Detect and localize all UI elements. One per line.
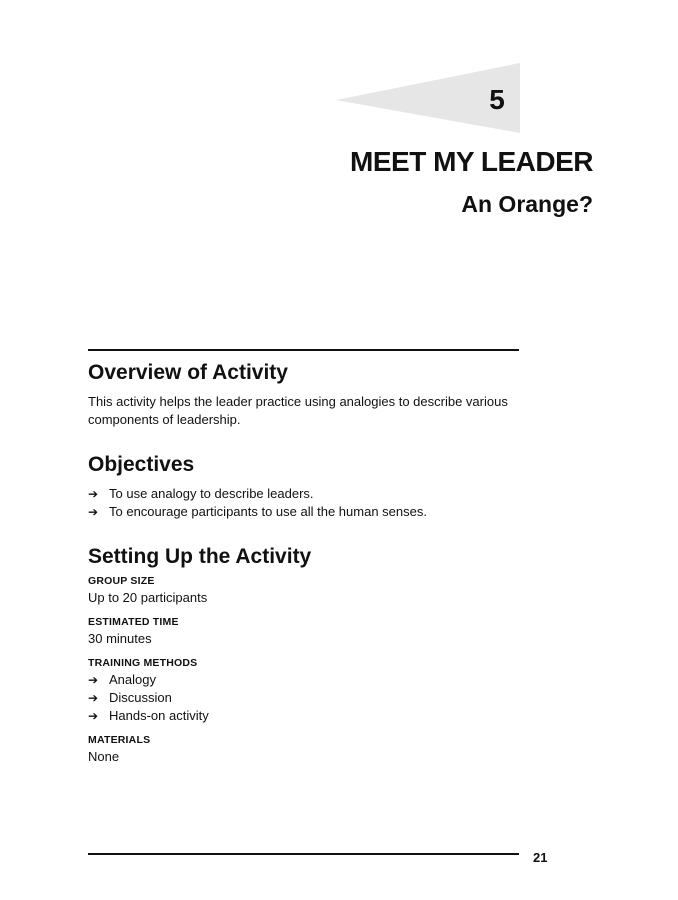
arrow-right-icon: ➔ [88,709,99,723]
materials-value: None [88,749,120,764]
objective-text: To encourage participants to use all the human senses. [109,504,427,519]
page-number: 21 [533,850,548,865]
top-divider [88,349,519,351]
materials-label: MATERIALS [88,734,151,746]
training-method-text: Hands-on activity [109,708,209,723]
arrow-right-icon: ➔ [88,691,99,705]
objectives-list [88,485,528,521]
bottom-divider [88,853,519,855]
training-method-item [88,689,528,707]
objective-item [88,503,528,521]
chapter-subtitle: An Orange? [461,191,593,217]
training-method-item [88,671,528,689]
group-size-label: GROUP SIZE [88,575,155,587]
setup-section [88,545,528,766]
training-method-item [88,707,528,725]
arrow-right-icon: ➔ [88,673,99,687]
overview-text-line: components of leadership. [88,412,241,427]
setup-heading: Setting Up the Activity [88,545,312,568]
objective-item [88,485,528,503]
estimated-time-value: 30 minutes [88,631,152,646]
chapter-number: 5 [489,84,505,115]
training-method-text: Analogy [109,672,156,687]
arrow-right-icon: ➔ [88,487,99,501]
estimated-time-label: ESTIMATED TIME [88,616,179,628]
objectives-heading: Objectives [88,453,195,476]
group-size-value: Up to 20 participants [88,590,208,605]
overview-section [88,361,528,429]
training-methods-list [88,671,528,725]
chapter-title: MEET MY LEADER [350,146,593,177]
objective-text: To use analogy to describe leaders. [109,486,314,501]
overview-heading: Overview of Activity [88,361,288,384]
arrow-right-icon: ➔ [88,505,99,519]
page-content [88,361,528,775]
training-method-text: Discussion [109,690,172,705]
objectives-section [88,453,528,521]
overview-text-line: This activity helps the leader practice using analogies to describe various [88,394,508,409]
training-methods-label: TRAINING METHODS [88,657,198,669]
